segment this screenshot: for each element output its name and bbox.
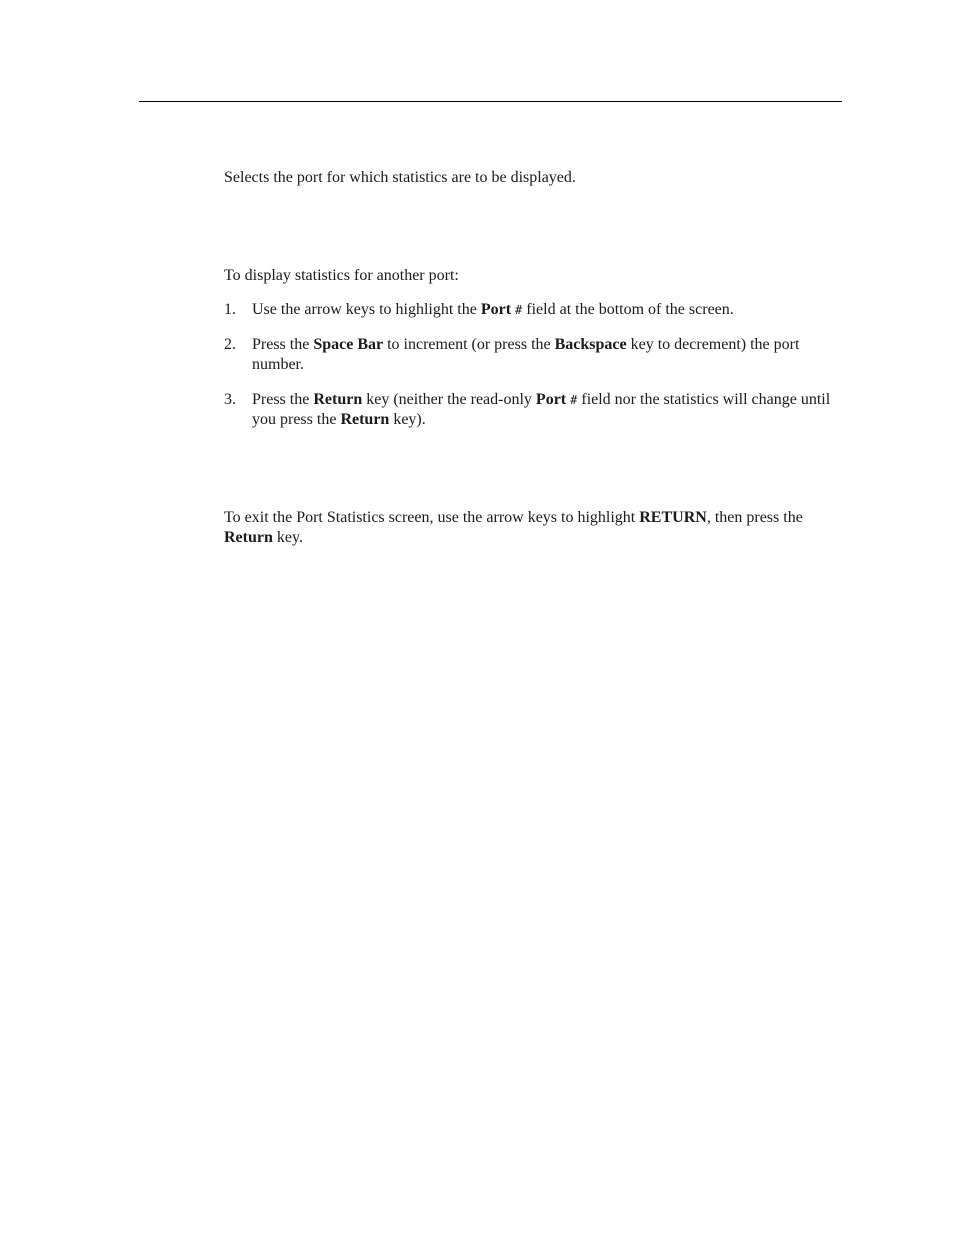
port-field-label: Port <box>480 301 512 318</box>
list-item: 2. Press the Space Bar to increment (or press the Backspace key to decrement) the port number. <box>224 336 800 373</box>
exit-paragraph: To exit the Port Statistics screen, use the arrow keys to highlight RETURN, then press the Return key. <box>224 509 803 546</box>
header-rule <box>139 101 842 102</box>
hash-symbol: # <box>515 303 523 317</box>
step-number: 3. <box>224 391 236 408</box>
display-lead-paragraph: To display statistics for another port: <box>224 267 459 284</box>
step-number: 1. <box>224 301 236 318</box>
hash-symbol: # <box>570 393 578 407</box>
intro-paragraph: Selects the port for which statistics are to be displayed. <box>224 169 576 186</box>
step-number: 2. <box>224 336 236 353</box>
return-key-label: Return <box>224 529 273 546</box>
backspace-key-label: Backspace <box>554 336 627 353</box>
space-bar-key-label: Space Bar <box>313 336 384 353</box>
list-item: 1. Use the arrow keys to highlight the Port # field at the bottom of the screen. <box>224 301 734 318</box>
list-item: 3. Press the Return key (neither the read-only Port # field nor the statistics will change until you press the Return key). <box>224 391 831 428</box>
return-key-label: Return <box>340 411 390 428</box>
return-option-label: RETURN <box>639 509 707 526</box>
return-key-label: Return <box>313 391 363 408</box>
port-field-label: Port <box>535 391 567 408</box>
steps-list <box>224 300 839 445</box>
